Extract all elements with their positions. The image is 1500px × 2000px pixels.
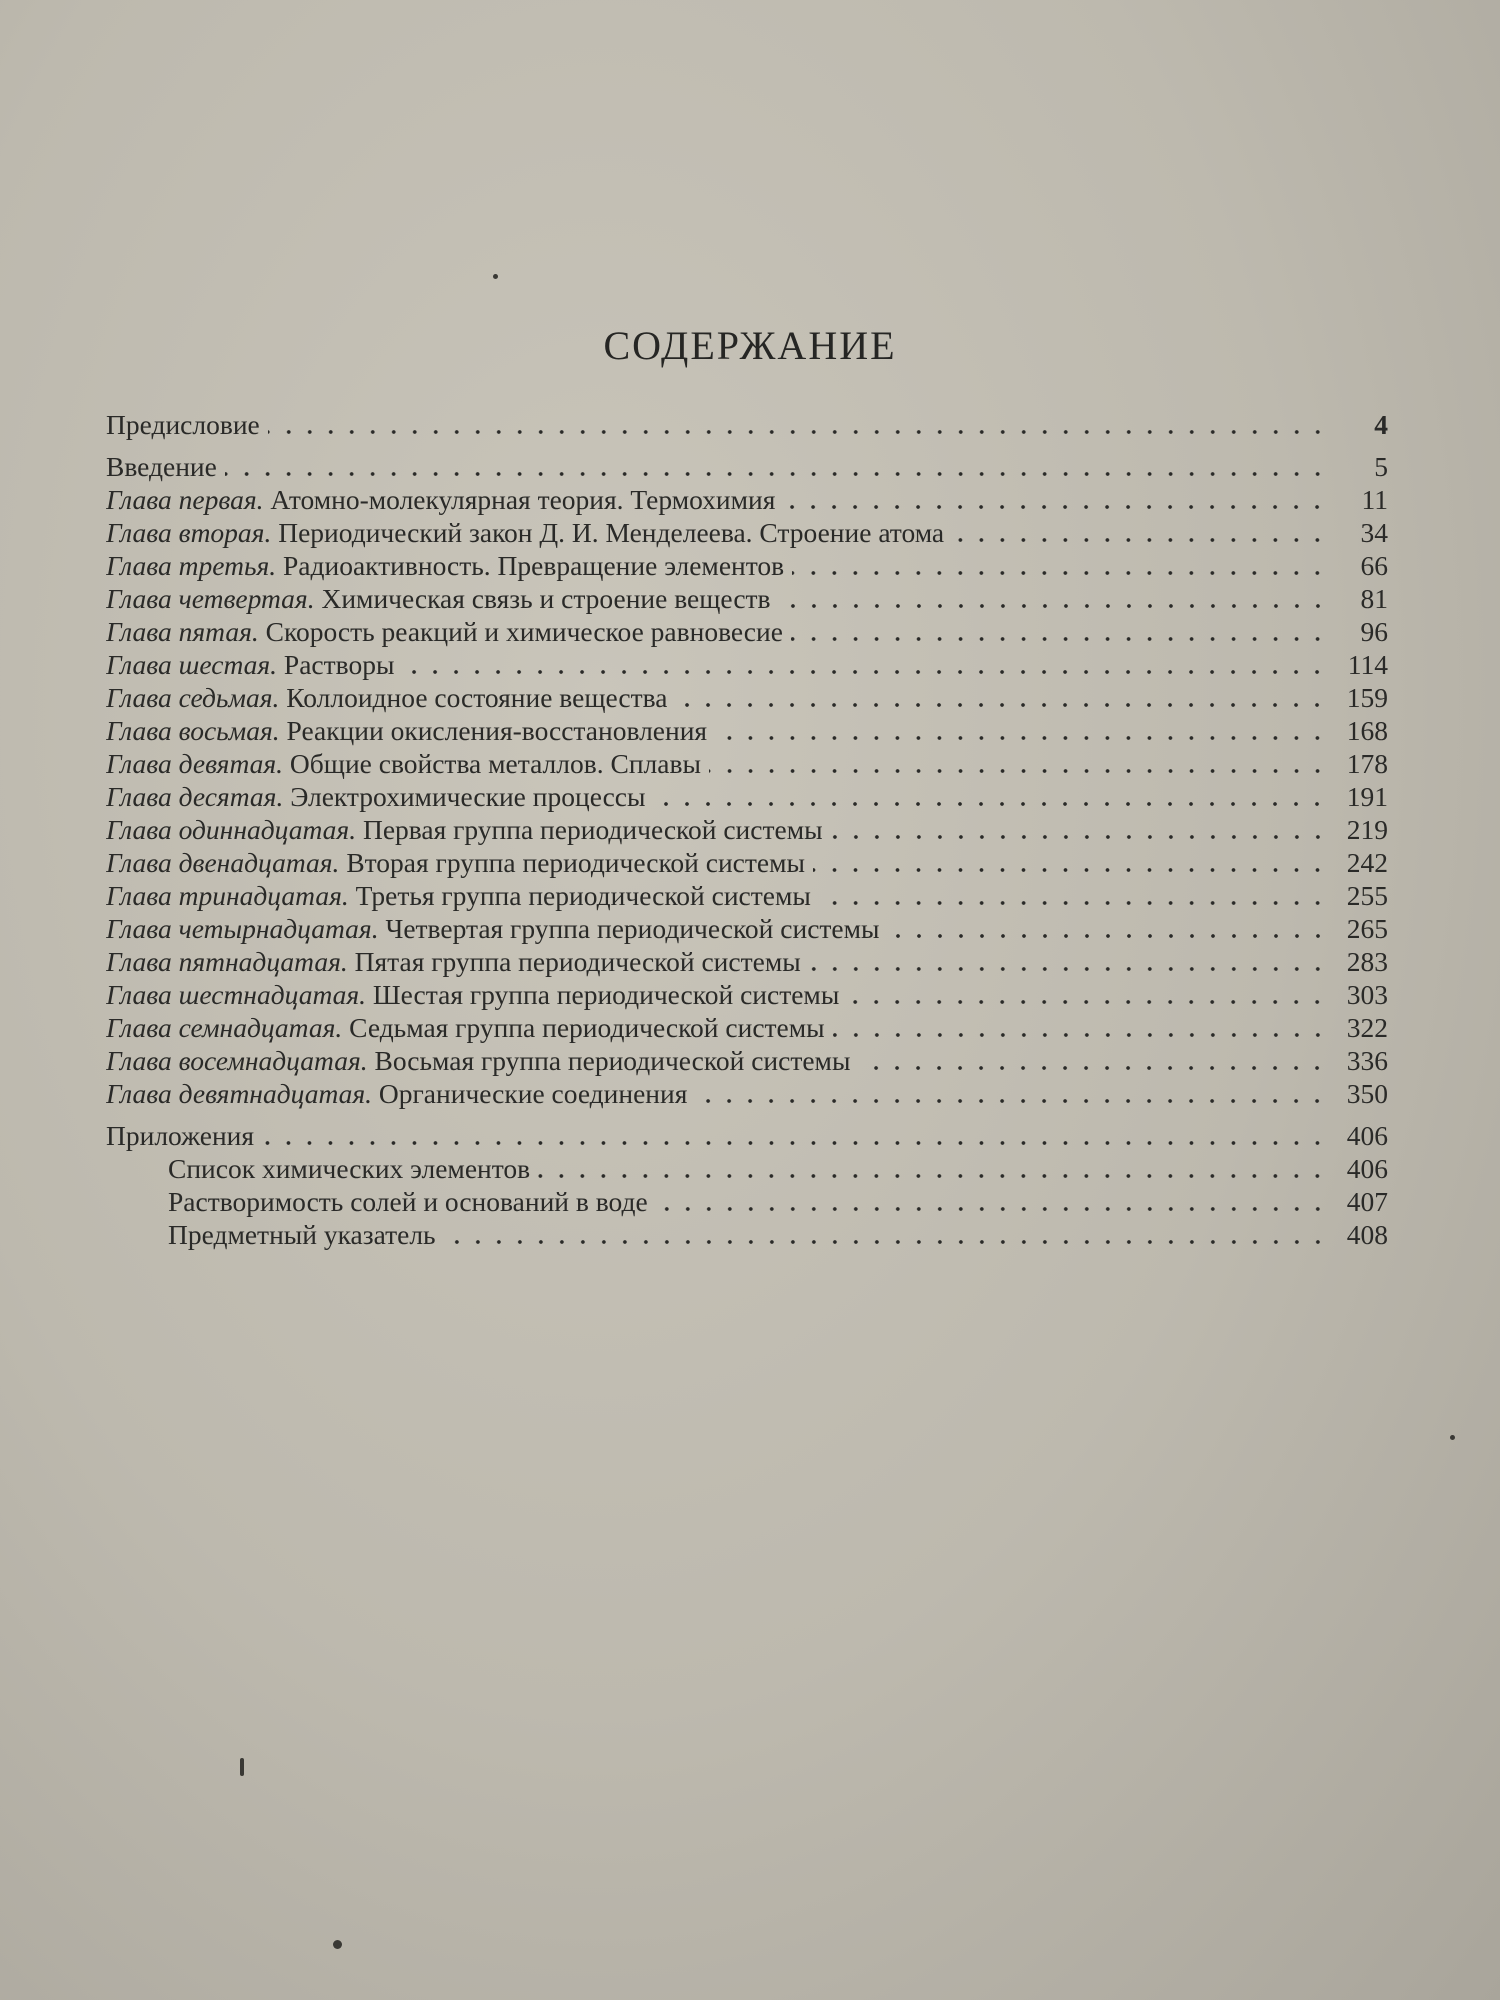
dot-leader — [675, 701, 1328, 709]
page-number: 322 — [1346, 1012, 1388, 1043]
toc-entry-title: Пятая группа периодической системы — [347, 946, 801, 977]
toc-entry — [106, 714, 1388, 747]
chapter-prefix: Глава одиннадцатая. — [106, 814, 357, 845]
toc-entry — [106, 1185, 1388, 1218]
dot-leader — [813, 866, 1328, 874]
page-number: 350 — [1346, 1078, 1388, 1109]
chapter-prefix: Глава восьмая. — [106, 715, 280, 746]
toc-entry-label — [168, 1185, 648, 1218]
dot-leader — [402, 668, 1328, 676]
toc-entry-title: Периодический закон Д. И. Менделеева. Строение атома — [271, 517, 945, 548]
chapter-prefix: Глава четырнадцатая. — [106, 913, 379, 944]
page-number: 114 — [1347, 649, 1388, 680]
dot-leader — [783, 503, 1328, 511]
chapter-prefix: Глава шестнадцатая. — [106, 979, 367, 1010]
toc-entry-title: Атомно-молекулярная теория. Термохимия — [263, 484, 776, 515]
toc-entry — [106, 648, 1388, 681]
toc-entry-title: Реакции окисления-восстановления — [279, 715, 708, 746]
toc-entry — [106, 1011, 1388, 1044]
dot-leader — [656, 1205, 1328, 1213]
dot-leader — [809, 965, 1328, 973]
toc-entry-title: Электрохимические процессы — [283, 781, 646, 812]
chapter-prefix: Глава двенадцатая. — [106, 847, 340, 878]
chapter-prefix: Глава седьмая. — [106, 682, 280, 713]
page-number: 5 — [1374, 451, 1388, 482]
toc-entry-label — [106, 945, 801, 978]
toc-entry — [106, 1218, 1388, 1251]
toc-entry-label — [168, 1218, 436, 1251]
toc-entry-title: Введение — [106, 451, 217, 482]
chapter-prefix: Глава девятнадцатая. — [106, 1078, 373, 1109]
toc-entry — [106, 483, 1388, 516]
dot-leader — [952, 536, 1328, 544]
dot-leader — [831, 833, 1328, 841]
dot-leader — [262, 1139, 1328, 1147]
chapter-prefix: Глава девятая. — [106, 748, 284, 779]
page-number: 11 — [1361, 484, 1388, 515]
toc-entry-label — [106, 978, 839, 1011]
toc-entry-label — [106, 615, 783, 648]
page-number: 408 — [1346, 1219, 1388, 1250]
page-number: 219 — [1346, 814, 1388, 845]
toc-entry-label — [106, 912, 880, 945]
chapter-prefix: Глава первая. — [106, 484, 264, 515]
page-number: 178 — [1346, 748, 1388, 779]
toc-entry — [106, 945, 1388, 978]
toc-entry-label — [106, 450, 217, 483]
dot-leader — [709, 767, 1328, 775]
chapter-prefix: Глава пятнадцатая. — [106, 946, 348, 977]
page-number: 303 — [1346, 979, 1388, 1010]
toc-entry — [106, 408, 1388, 441]
chapter-prefix: Глава вторая. — [106, 517, 272, 548]
chapter-prefix: Глава семнадцатая. — [106, 1012, 343, 1043]
dot-leader — [819, 899, 1328, 907]
chapter-prefix: Глава шестая. — [106, 649, 278, 680]
toc-entry — [106, 813, 1388, 846]
dot-leader — [653, 800, 1328, 808]
page-number: 406 — [1346, 1153, 1388, 1184]
dot-leader — [847, 998, 1328, 1006]
page-number: 159 — [1346, 682, 1388, 713]
toc-entry-label — [106, 780, 645, 813]
toc-entry-label — [168, 1152, 530, 1185]
toc-entry-title: Предметный указатель — [168, 1219, 436, 1250]
toc-entry-title: Растворы — [277, 649, 395, 680]
page-number: 66 — [1360, 550, 1388, 581]
toc-entry — [106, 1152, 1388, 1185]
chapter-prefix: Глава четвертая. — [106, 583, 315, 614]
toc-entry — [106, 615, 1388, 648]
page-title: СОДЕРЖАНИЕ — [603, 323, 897, 368]
chapter-prefix: Глава тринадцатая. — [106, 880, 349, 911]
dot-leader — [833, 1031, 1328, 1039]
toc-entry-label — [106, 516, 944, 549]
toc-entry — [106, 978, 1388, 1011]
page-number: 4 — [1374, 409, 1388, 440]
toc-entry — [106, 450, 1388, 483]
toc-entry — [106, 846, 1388, 879]
toc-entry-label — [106, 879, 811, 912]
toc-entry-title: Вторая группа периодической системы — [339, 847, 805, 878]
toc-entry-label — [106, 549, 784, 582]
toc-entry — [106, 516, 1388, 549]
toc-entry-title: Радиоактивность. Превращение элементов — [276, 550, 785, 581]
toc-entry — [106, 681, 1388, 714]
toc-entry — [106, 582, 1388, 615]
toc-entry-title: Растворимость солей и оснований в воде — [168, 1186, 648, 1217]
toc-entry-title: Приложения — [106, 1120, 255, 1151]
chapter-prefix: Глава десятая. — [106, 781, 284, 812]
page-number: 96 — [1360, 616, 1388, 647]
table-of-contents — [106, 408, 1388, 1251]
toc-entry-title: Первая группа периодической системы — [356, 814, 823, 845]
toc-entry — [106, 747, 1388, 780]
toc-entry-title: Седьмая группа периодической системы — [342, 1012, 825, 1043]
toc-entry — [106, 780, 1388, 813]
toc-entry-title: Химическая связь и строение веществ — [314, 583, 771, 614]
paper-speck — [240, 1758, 244, 1776]
toc-entry — [106, 1077, 1388, 1110]
toc-entry-label — [106, 1077, 687, 1110]
toc-entry-label — [106, 1044, 850, 1077]
page-number: 191 — [1346, 781, 1388, 812]
toc-entry-title: Скорость реакций и химическое равновесие — [258, 616, 783, 647]
chapter-prefix: Глава третья. — [106, 550, 277, 581]
toc-entry-label — [106, 747, 701, 780]
toc-entry — [106, 879, 1388, 912]
page-number: 168 — [1346, 715, 1388, 746]
toc-entry — [106, 912, 1388, 945]
paper-speck — [493, 274, 498, 279]
toc-entry-label — [106, 1011, 825, 1044]
toc-entry-label — [106, 813, 823, 846]
toc-entry-label — [106, 408, 260, 441]
dot-leader — [695, 1097, 1328, 1105]
dot-leader — [444, 1238, 1328, 1246]
chapter-prefix: Глава восемнадцатая. — [106, 1045, 368, 1076]
page-number: 34 — [1360, 517, 1388, 548]
toc-entry — [106, 549, 1388, 582]
dot-leader — [858, 1064, 1328, 1072]
page-number: 81 — [1360, 583, 1388, 614]
paper-speck — [1450, 1435, 1455, 1440]
toc-entry-label — [106, 582, 771, 615]
toc-entry-label — [106, 846, 805, 879]
page-number: 336 — [1346, 1045, 1388, 1076]
dot-leader — [888, 932, 1329, 940]
page-number: 407 — [1346, 1186, 1388, 1217]
dot-leader — [268, 428, 1328, 436]
page-number: 406 — [1346, 1120, 1388, 1151]
toc-entry-title: Четвертая группа периодической системы — [378, 913, 880, 944]
toc-entry-label — [106, 483, 775, 516]
dot-leader — [538, 1172, 1328, 1180]
toc-entry — [106, 1044, 1388, 1077]
dot-leader — [225, 470, 1328, 478]
toc-entry-label — [106, 648, 394, 681]
toc-entry-title: Восьмая группа периодической системы — [367, 1045, 851, 1076]
toc-entry-title: Список химических элементов — [168, 1153, 531, 1184]
dot-leader — [792, 569, 1328, 577]
paper-speck — [333, 1940, 342, 1949]
page-number: 265 — [1346, 913, 1388, 944]
toc-entry-title: Третья группа периодической системы — [348, 880, 811, 911]
dot-leader — [715, 734, 1328, 742]
toc-entry-title: Предисловие — [106, 409, 260, 440]
page-number: 242 — [1346, 847, 1388, 878]
page-number: 255 — [1346, 880, 1388, 911]
toc-entry-title: Органические соединения — [372, 1078, 688, 1109]
dot-leader — [791, 635, 1328, 643]
chapter-prefix: Глава пятая. — [106, 616, 259, 647]
page-number: 283 — [1346, 946, 1388, 977]
dot-leader — [779, 602, 1328, 610]
toc-entry-title: Шестая группа периодической системы — [366, 979, 840, 1010]
toc-entry — [106, 1119, 1388, 1152]
toc-entry-title: Общие свойства металлов. Сплавы — [283, 748, 701, 779]
toc-entry-label — [106, 1119, 254, 1152]
toc-entry-label — [106, 714, 707, 747]
toc-entry-label — [106, 681, 667, 714]
toc-entry-title: Коллоидное состояние вещества — [279, 682, 668, 713]
